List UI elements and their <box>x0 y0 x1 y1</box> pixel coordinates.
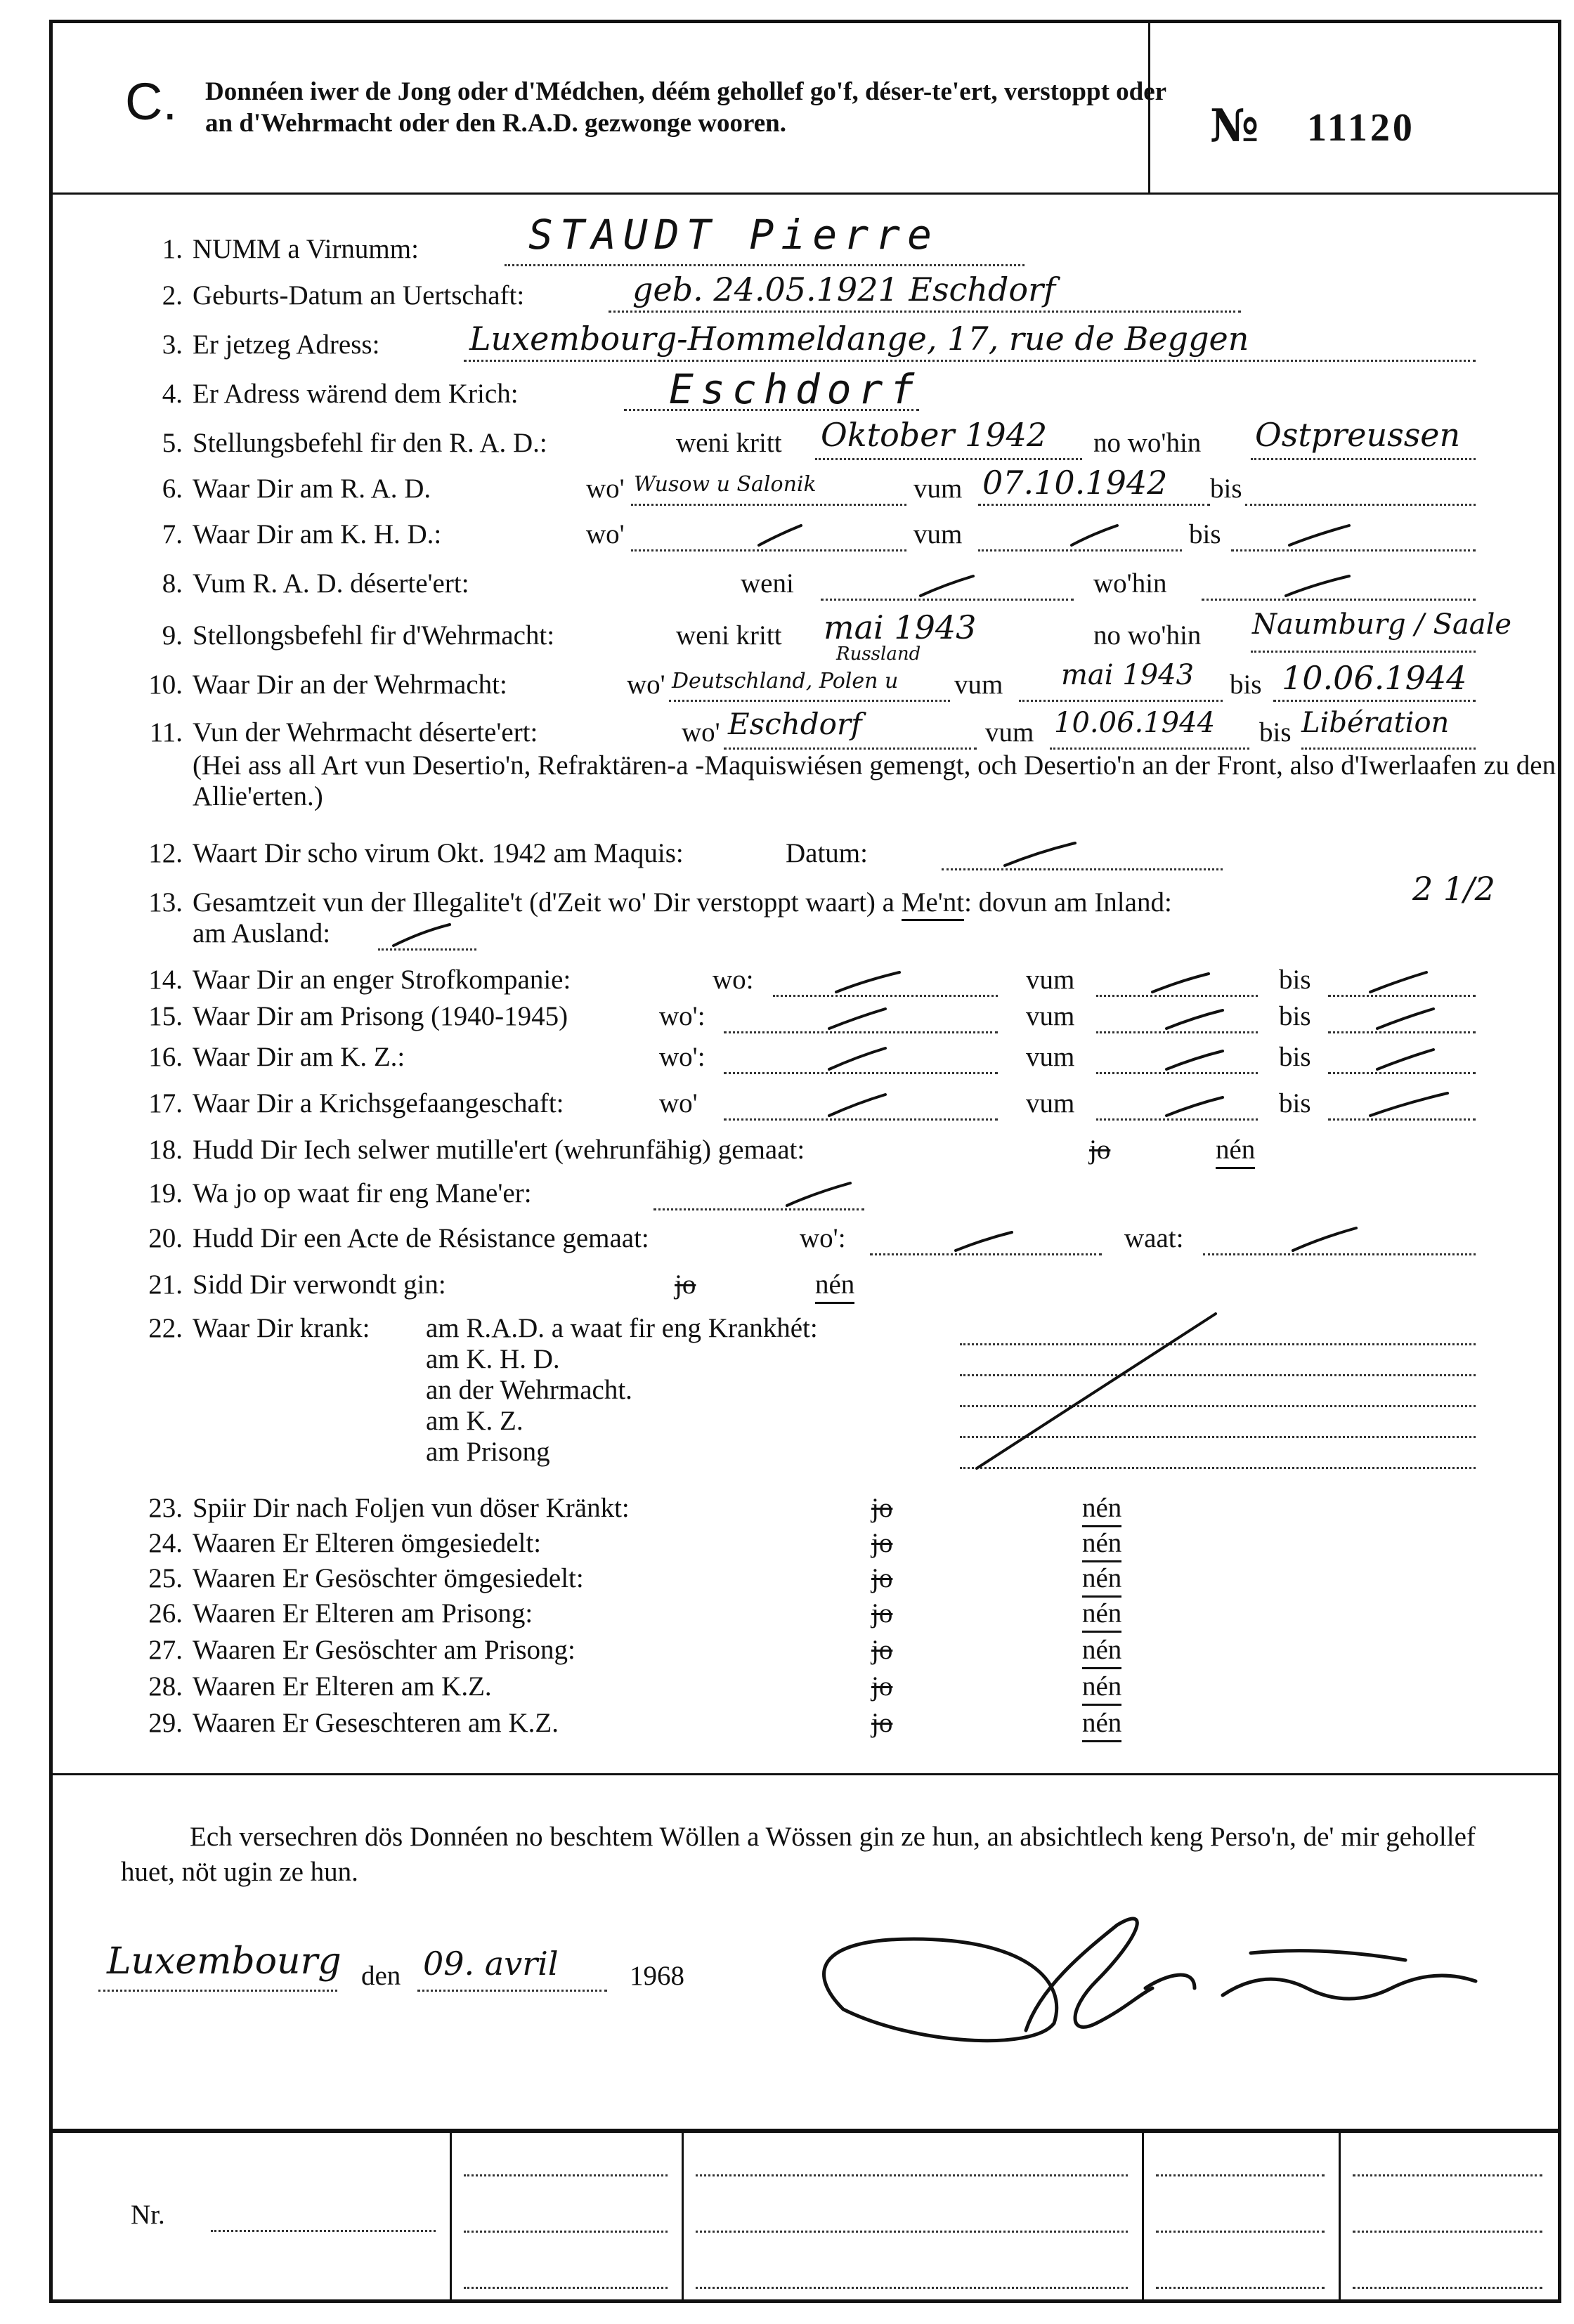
row-22-sub-wehrmacht: an der Wehrmacht. <box>426 1375 632 1405</box>
signing-date: 09. avril <box>423 1945 559 1983</box>
row-24-nen: nén <box>1082 1527 1121 1562</box>
row-number: 16. <box>148 1042 183 1072</box>
field-label: Spiir Dir nach Foljen vun döser Kränkt: <box>193 1493 630 1523</box>
row-15-wo-label: wo': <box>659 1001 705 1031</box>
field-label: Waar Dir krank: <box>193 1313 370 1343</box>
row-25-nen: nén <box>1082 1562 1121 1598</box>
row-6-vum-label: vum <box>913 474 963 504</box>
field-label: Vun der Wehrmacht déserte'ert: <box>193 717 538 748</box>
row-26-jo: jo <box>871 1598 893 1628</box>
row-27-nen: nén <box>1082 1634 1121 1669</box>
field-label: Waaren Er Elteren ömgesiedelt: <box>193 1528 542 1558</box>
section-letter: C. <box>125 72 177 131</box>
field-label: Waart Dir scho virum Okt. 1942 am Maquis: <box>193 838 684 868</box>
dash-20-wo <box>956 1232 1012 1251</box>
row-10-wo-value: Deutschland, Polen u <box>672 669 899 693</box>
row-number: 27. <box>148 1635 183 1665</box>
field-label: NUMM a Virnumm: <box>193 234 419 264</box>
field-label: Waar Dir am R. A. D. <box>193 474 431 504</box>
dash-17-bis <box>1370 1093 1448 1116</box>
row-number: 13. <box>148 887 183 918</box>
number-mark: № <box>1210 100 1259 152</box>
row-8-wohin-label: wo'hin <box>1093 568 1167 599</box>
row-6-wo-value: Wusow u Salonik <box>634 472 817 497</box>
row-16-wo-label: wo': <box>659 1042 705 1072</box>
row-number: 23. <box>148 1493 183 1523</box>
dash-8-weni <box>921 576 973 596</box>
row-number: 15. <box>148 1001 183 1031</box>
field-label: Er Adress wärend dem Krich: <box>193 379 519 409</box>
row-6-bis-label: bis <box>1210 474 1242 504</box>
field-label: Waaren Er Elteren am K.Z. <box>193 1671 492 1702</box>
field-label: Waaren Er Gesöschter am Prisong: <box>193 1635 575 1665</box>
row-number: 21. <box>148 1269 183 1300</box>
row-7-wo-label: wo' <box>586 519 625 549</box>
row-number: 9. <box>162 620 183 651</box>
section-title: Donnéen iwer de Jong oder d'Médchen, déém gehollef go'f, déser-te'ert, verstoppt oder an d'Wehrmacht oder den R.A.D. gezwonge wooren. <box>205 77 1166 138</box>
row-21-jo: jo <box>675 1269 696 1300</box>
row-7-vum-label: vum <box>913 519 963 549</box>
row-7-bis-label: bis <box>1189 519 1221 549</box>
dash-16-bis <box>1377 1050 1433 1069</box>
row-4-value: Eschdorf <box>669 365 922 413</box>
row-22-sub-khd: am K. H. D. <box>426 1344 560 1374</box>
dash-7-vum <box>1072 525 1117 545</box>
row-1-value: STAUDT Pierre <box>528 211 939 259</box>
field-label: Stellongsbefehl fir d'Wehrmacht: <box>193 620 555 651</box>
row-number: 17. <box>148 1088 183 1118</box>
row-11-vum-label: vum <box>985 717 1034 748</box>
dash-16-vum <box>1166 1051 1223 1069</box>
row-16-bis-label: bis <box>1279 1042 1311 1072</box>
row-number: 7. <box>162 519 183 549</box>
dash-13 <box>393 925 450 946</box>
field-label: Sidd Dir verwondt gin: <box>193 1269 446 1300</box>
dash-15-bis <box>1377 1009 1433 1029</box>
row-25-jo: jo <box>871 1563 893 1593</box>
dash-12 <box>1005 843 1075 866</box>
row-number: 18. <box>148 1135 183 1165</box>
row-14-bis-label: bis <box>1279 965 1311 995</box>
row-number: 6. <box>162 474 183 504</box>
row-14-vum-label: vum <box>1026 965 1075 995</box>
field-label: Waar Dir a Krichsgefaangeschaft: <box>193 1088 564 1118</box>
field-label: Stellungsbefehl fir den R. A. D.: <box>193 428 547 458</box>
row-18-jo: jo <box>1089 1135 1111 1165</box>
row-10-vum-label: vum <box>954 670 1003 700</box>
dash-16-wo <box>829 1048 885 1069</box>
signing-place: Luxembourg <box>107 1940 342 1983</box>
row-21-nen: nén <box>815 1269 854 1304</box>
field-label: Geburts-Datum an Uertschaft: <box>193 280 525 311</box>
row-11-bis-value: Libération <box>1301 707 1450 739</box>
row-27-jo: jo <box>871 1635 893 1665</box>
field-label: Hudd Dir Iech selwer mutille'ert (wehrunfähig) gemaat: <box>193 1135 805 1165</box>
row-number: 11. <box>149 717 183 748</box>
months-unit: Me'nt <box>902 887 964 921</box>
dash-17-vum <box>1166 1097 1223 1116</box>
row-28-nen: nén <box>1082 1671 1121 1706</box>
field-label: Waar Dir an der Wehrmacht: <box>193 670 507 700</box>
row-20-waat-label: waat: <box>1124 1223 1184 1253</box>
field-label: Er jetzeg Adress: <box>193 329 380 360</box>
row-2-value: geb. 24.05.1921 Eschdorf <box>632 270 1056 308</box>
row-5-wohin-label: no wo'hin <box>1093 428 1202 458</box>
row-22-sub-kz: am K. Z. <box>426 1406 523 1436</box>
form-number: 11120 <box>1307 106 1415 150</box>
row-5-weni-label: weni kritt <box>676 428 782 458</box>
row-23-jo: jo <box>871 1493 893 1523</box>
row-9-weni-label: weni kritt <box>676 620 782 651</box>
field-label: Vum R. A. D. déserte'ert: <box>193 568 469 599</box>
row-3-value: Luxembourg-Hommeldange, 17, rue de Beggen <box>469 320 1249 358</box>
dash-8-wohin <box>1286 576 1349 596</box>
row-17-vum-label: vum <box>1026 1088 1075 1118</box>
row-10-bis-value: 10.06.1944 <box>1282 659 1467 697</box>
row-5-weni-value: Oktober 1942 <box>821 416 1048 454</box>
row-26-nen: nén <box>1082 1598 1121 1633</box>
row-9-weni-value: mai 1943 <box>824 608 977 646</box>
row-15-bis-label: bis <box>1279 1001 1311 1031</box>
dash-15-vum <box>1166 1010 1223 1029</box>
field-label: Gesamtzeit vun der Illegalite't (d'Zeit wo' Dir verstoppt waart) a <box>193 887 895 918</box>
dash-20-waat <box>1293 1228 1356 1251</box>
row-20-wo-label: wo': <box>800 1223 846 1253</box>
row-23-nen: nén <box>1082 1492 1121 1527</box>
field-label: Wa jo op waat fir eng Mane'er: <box>193 1178 532 1208</box>
row-11-note: (Hei ass all Art vun Desertio'n, Refraktären-a -Maquiswiésen gemengt, och Desertio'n an der Front, also d'Iwerlaafen zu den Allie'erten.) <box>193 750 1556 811</box>
row-number: 10. <box>148 670 183 700</box>
row-9-wohin-value: Naumburg / Saale <box>1252 608 1512 641</box>
field-label: Waar Dir am K. H. D.: <box>193 519 442 549</box>
row-number: 25. <box>148 1563 183 1593</box>
row-11-vum-value: 10.06.1944 <box>1054 707 1216 739</box>
field-label: Waar Dir an enger Strofkompanie: <box>193 965 571 995</box>
field-label: Waar Dir am Prisong (1940-1945) <box>193 1001 568 1031</box>
dash-7-bis <box>1289 525 1349 545</box>
dash-15-wo <box>829 1009 885 1029</box>
row-12-datum-label: Datum: <box>786 838 868 868</box>
row-22-sub-rad: am R.A.D. a waat fir eng Krankhét: <box>426 1313 818 1343</box>
row-24-jo: jo <box>871 1528 893 1558</box>
dash-17-wo <box>829 1095 885 1116</box>
row-11-wo-value: Eschdorf <box>728 707 862 741</box>
row-5-wohin-value: Ostpreussen <box>1255 416 1461 454</box>
row-17-wo-label: wo' <box>659 1088 698 1118</box>
dash-14-bis <box>1370 972 1426 992</box>
row-number: 8. <box>162 568 183 599</box>
footer-nr-label: Nr. <box>131 2200 165 2230</box>
signing-year: 1968 <box>630 1961 684 1991</box>
row-13-inland-value: 2 1/2 <box>1412 870 1495 908</box>
signing-den-label: den <box>361 1961 401 1991</box>
row-9-wohin-label: no wo'hin <box>1093 620 1202 651</box>
inland-label: : dovun am Inland: <box>964 887 1172 918</box>
row-17-bis-label: bis <box>1279 1088 1311 1118</box>
row-22-sub-prisong: am Prisong <box>426 1437 550 1467</box>
dash-14-vum <box>1152 974 1209 992</box>
row-10-wo-label: wo' <box>627 670 665 700</box>
dash-19 <box>787 1183 850 1206</box>
row-number: 1. <box>162 234 183 264</box>
field-label: Waar Dir am K. Z.: <box>193 1042 405 1072</box>
row-number: 2. <box>162 280 183 311</box>
row-6-wo-label: wo' <box>586 474 625 504</box>
dash-7-wo <box>759 525 801 545</box>
row-number: 24. <box>148 1528 183 1558</box>
field-label: Waaren Er Geseschteren am K.Z. <box>193 1708 559 1738</box>
row-11-wo-label: wo' <box>682 717 720 748</box>
row-number: 28. <box>148 1671 183 1702</box>
dash-14-wo <box>836 972 899 992</box>
field-label: Waaren Er Elteren am Prisong: <box>193 1598 533 1628</box>
row-29-jo: jo <box>871 1708 893 1738</box>
row-number: 19. <box>148 1178 183 1208</box>
signature <box>824 1919 1476 2041</box>
field-label: Hudd Dir een Acte de Résistance gemaat: <box>193 1223 649 1253</box>
row-15-vum-label: vum <box>1026 1001 1075 1031</box>
row-13-ausland-label: am Ausland: <box>193 918 331 948</box>
row-18-nen: nén <box>1216 1134 1255 1169</box>
row-11-bis-label: bis <box>1259 717 1292 748</box>
row-14-wo-label: wo: <box>713 965 754 995</box>
row-number: 29. <box>148 1708 183 1738</box>
row-29-nen: nén <box>1082 1707 1121 1742</box>
row-10-bis-label: bis <box>1230 670 1262 700</box>
row-number: 14. <box>148 965 183 995</box>
row-8-weni-label: weni <box>741 568 794 599</box>
row-10-vum-value: mai 1943 <box>1061 659 1195 691</box>
row-number: 20. <box>148 1223 183 1253</box>
row-number: 22. <box>148 1313 183 1343</box>
row-10-wo-extra: Russland <box>836 644 921 665</box>
row-number: 26. <box>148 1598 183 1628</box>
field-label: Waaren Er Gesöschter ömgesiedelt: <box>193 1563 584 1593</box>
row-number: 12. <box>148 838 183 868</box>
declaration-text: Ech versechren dös Donnéen no beschtem Wöllen a Wössen gin ze hun, an absichtlech keng Perso'n, de' mir gehollef huet, nöt ugin ze hun. <box>121 1822 1476 1887</box>
row-6-vum-value: 07.10.1942 <box>982 464 1168 502</box>
row-number: 4. <box>162 379 183 409</box>
row-number: 3. <box>162 329 183 360</box>
diagonal-cross-22 <box>977 1314 1216 1468</box>
row-16-vum-label: vum <box>1026 1042 1075 1072</box>
row-28-jo: jo <box>871 1671 893 1702</box>
row-number: 5. <box>162 428 183 458</box>
